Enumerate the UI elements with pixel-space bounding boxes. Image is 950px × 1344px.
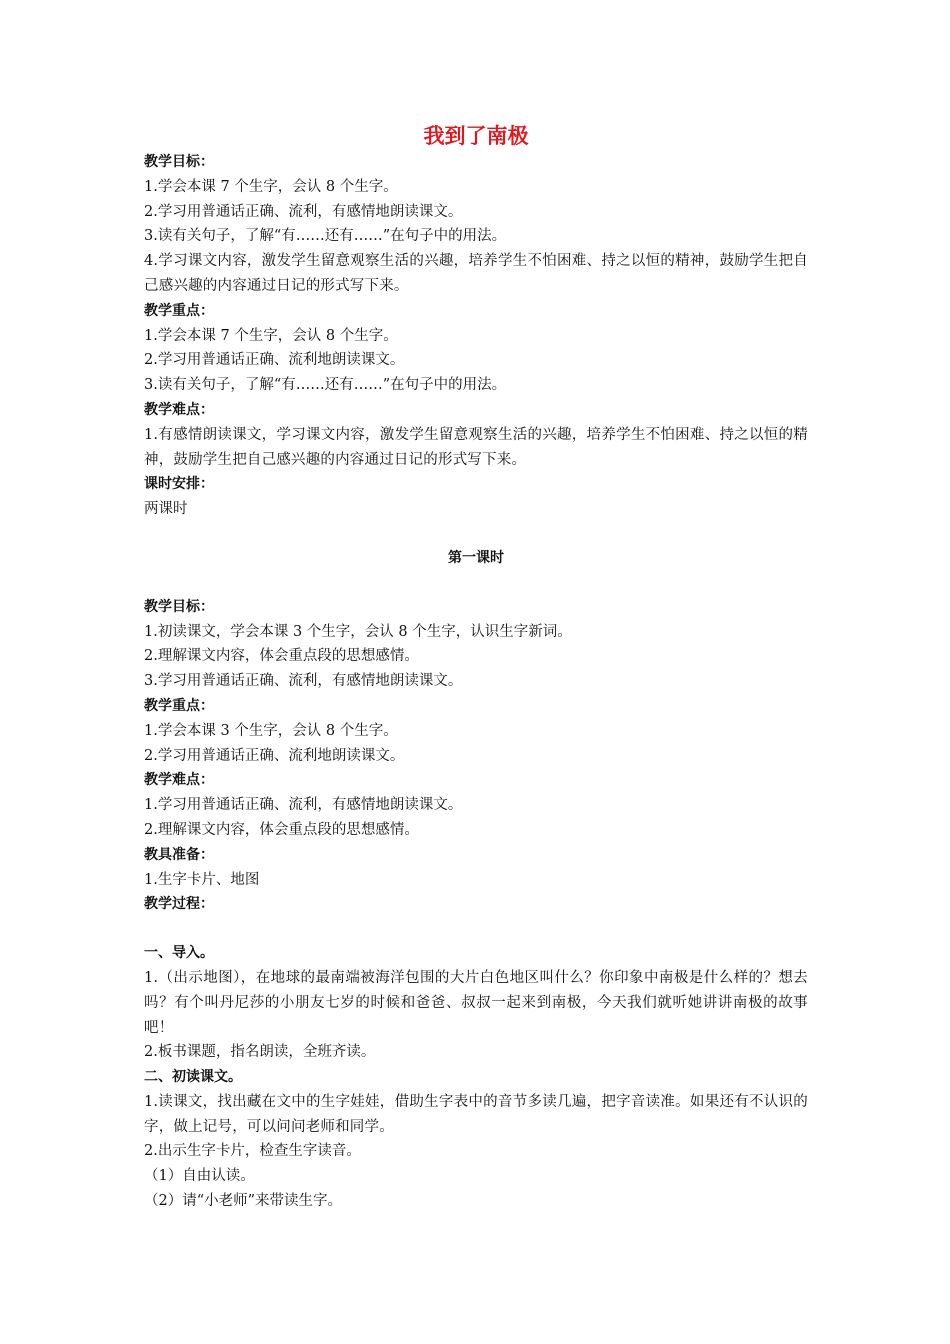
lesson1-part1-item: 1.（出示地图），在地球的最南端被海洋包围的大片白色地区叫什么？你印象中南极是什么样的？想去吗？有个叫丹尼莎的小朋友七岁的时候和爸爸、叔叔一起来到南极，今天我们就听她讲讲南极的故事吧！ xyxy=(144,969,808,1036)
overview-goal-item: 2.学习用普通话正确、流利，有感情地朗读课文。 xyxy=(144,203,463,220)
spacer xyxy=(144,571,808,595)
lesson1-key-point-item: 1.学会本课 3 个生字，会认 8 个生字。 xyxy=(144,722,398,739)
lesson1-title: 第一课时 xyxy=(448,549,504,566)
lesson1-difficulty-item: 2.理解课文内容，体会重点段的思想感情。 xyxy=(144,821,419,838)
lesson1-part1-item: 2.板书课题，指名朗读，全班齐读。 xyxy=(144,1044,376,1061)
lesson1-key-points-heading: 教学重点： xyxy=(144,697,214,714)
lesson1-part2-item: （1）自由认读。 xyxy=(144,1168,255,1185)
document-body xyxy=(144,122,808,1214)
lesson1-goal-item: 2.理解课文内容，体会重点段的思想感情。 xyxy=(144,648,419,665)
lesson1-goals-heading: 教学目标： xyxy=(144,598,214,615)
overview-difficulties-heading: 教学难点： xyxy=(144,401,214,418)
lesson1-goal-item: 1.初读课文，学会本课 3 个生字，会认 8 个生字，认识生字新词。 xyxy=(144,623,572,640)
lesson1-part2-heading: 二、初读课文。 xyxy=(144,1069,242,1086)
overview-goal-item: 4.学习课文内容，激发学生留意观察生活的兴趣，培养学生不怕困难、持之以恒的精神，鼓励学生把自己感兴趣的内容通过日记的形式写下来。 xyxy=(144,253,808,294)
lesson1-process-heading: 教学过程： xyxy=(144,896,214,913)
lesson1-key-point-item: 2.学习用普通话正确、流利地朗读课文。 xyxy=(144,747,405,764)
lesson1-materials-heading: 教具准备： xyxy=(144,846,214,863)
lesson1-difficulties-heading: 教学难点： xyxy=(144,772,214,789)
overview-key-point-item: 3.读有关句子，了解“有……还有……”在句子中的用法。 xyxy=(144,377,507,394)
document-title: 我到了南极 xyxy=(423,124,529,148)
overview-schedule-heading: 课时安排： xyxy=(144,476,214,493)
lesson1-goal-item: 3.学习用普通话正确、流利，有感情地朗读课文。 xyxy=(144,673,463,690)
overview-difficulty-item: 1.有感情朗读课文，学习课文内容，激发学生留意观察生活的兴趣，培养学生不怕困难、持之以恒的精神，鼓励学生把自己感兴趣的内容通过日记的形式写下来。 xyxy=(144,426,808,468)
lesson1-difficulty-item: 1.学习用普通话正确、流利，有感情地朗读课文。 xyxy=(144,797,463,814)
overview-goal-item: 3.读有关句子，了解“有……还有……”在句子中的用法。 xyxy=(144,228,507,245)
overview-key-point-item: 2.学习用普通话正确、流利地朗读课文。 xyxy=(144,352,405,369)
spacer xyxy=(144,522,808,546)
lesson1-part2-item: 1.读课文，找出藏在文中的生字娃娃，借助生字表中的音节多读几遍，把字音读准。如果还有不认识的字，做上记号，可以问问老师和同学。 xyxy=(144,1093,808,1135)
lesson1-part2-item: （2）请“小老师”来带读生字。 xyxy=(144,1193,343,1210)
overview-goals-heading: 教学目标： xyxy=(144,154,214,170)
overview-goal-item: 1.学会本课 7 个生字，会认 8 个生字。 xyxy=(144,178,398,195)
overview-key-point-item: 1.学会本课 7 个生字，会认 8 个生字。 xyxy=(144,327,398,344)
overview-key-points-heading: 教学重点： xyxy=(144,302,214,319)
lesson1-part2-item: 2.出示生字卡片，检查生字读音。 xyxy=(144,1143,361,1160)
overview-schedule-text: 两课时 xyxy=(144,501,188,518)
lesson1-part1-heading: 一、导入。 xyxy=(144,945,214,962)
lesson1-material-item: 1.生字卡片、地图 xyxy=(144,871,260,888)
spacer xyxy=(144,917,808,941)
